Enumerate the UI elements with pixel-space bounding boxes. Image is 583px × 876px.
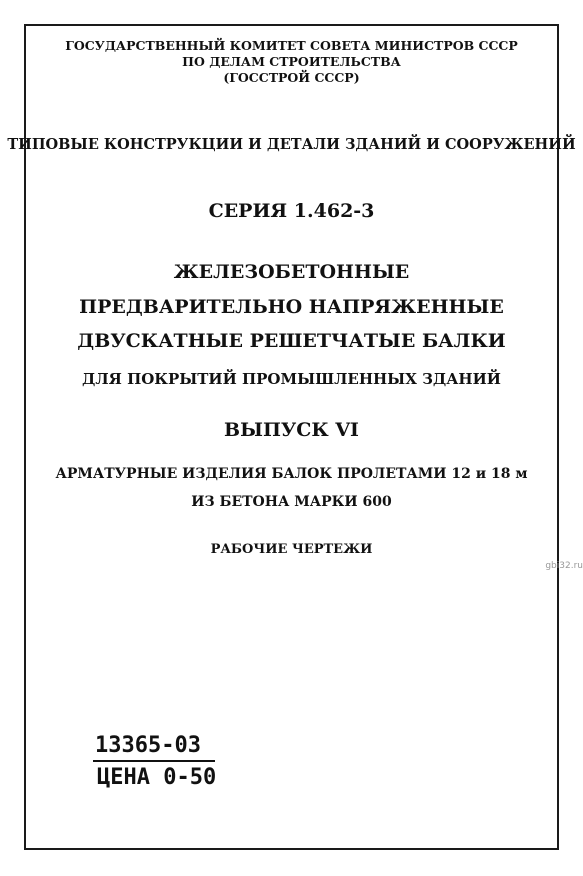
purpose-line: ДЛЯ ПОКРЫТИЙ ПРОМЫШЛЕННЫХ ЗДАНИЙ (82, 370, 501, 388)
title-line-1: ЖЕЛЕЗОБЕТОННЫЕ (173, 261, 410, 283)
subject-line-1: АРМАТУРНЫЕ ИЗДЕЛИЯ БАЛОК ПРОЛЕТАМИ 12 и 18 м (55, 466, 528, 482)
price-label: ЦЕНА 0-50 (97, 765, 217, 790)
header-line-3: (ГОССТРОЙ СССР) (223, 70, 360, 85)
issue-number: ВЫПУСК VI (224, 419, 359, 441)
price-stamp (93, 732, 216, 792)
document-type: РАБОЧИЕ ЧЕРТЕЖИ (210, 542, 373, 557)
subject-line-2: ИЗ БЕТОНА МАРКИ 600 (191, 494, 392, 510)
typology-heading: ТИПОВЫЕ КОНСТРУКЦИИ И ДЕТАЛИ ЗДАНИЙ И СООРУЖЕНИЙ (7, 136, 576, 153)
header-line-2: ПО ДЕЛАМ СТРОИТЕЛЬСТВА (182, 54, 401, 69)
title-line-2: ПРЕДВАРИТЕЛЬНО НАПРЯЖЕННЫЕ (79, 296, 504, 318)
watermark: gbi32.ru (545, 561, 583, 571)
catalog-code: 13365-03 (93, 732, 215, 762)
title-line-3: ДВУСКАТНЫЕ РЕШЕТЧАТЫЕ БАЛКИ (77, 330, 506, 352)
series-number: СЕРИЯ 1.462-3 (208, 200, 375, 222)
header-line-1: ГОСУДАРСТВЕННЫЙ КОМИТЕТ СОВЕТА МИНИСТРОВ СССР (65, 38, 518, 53)
